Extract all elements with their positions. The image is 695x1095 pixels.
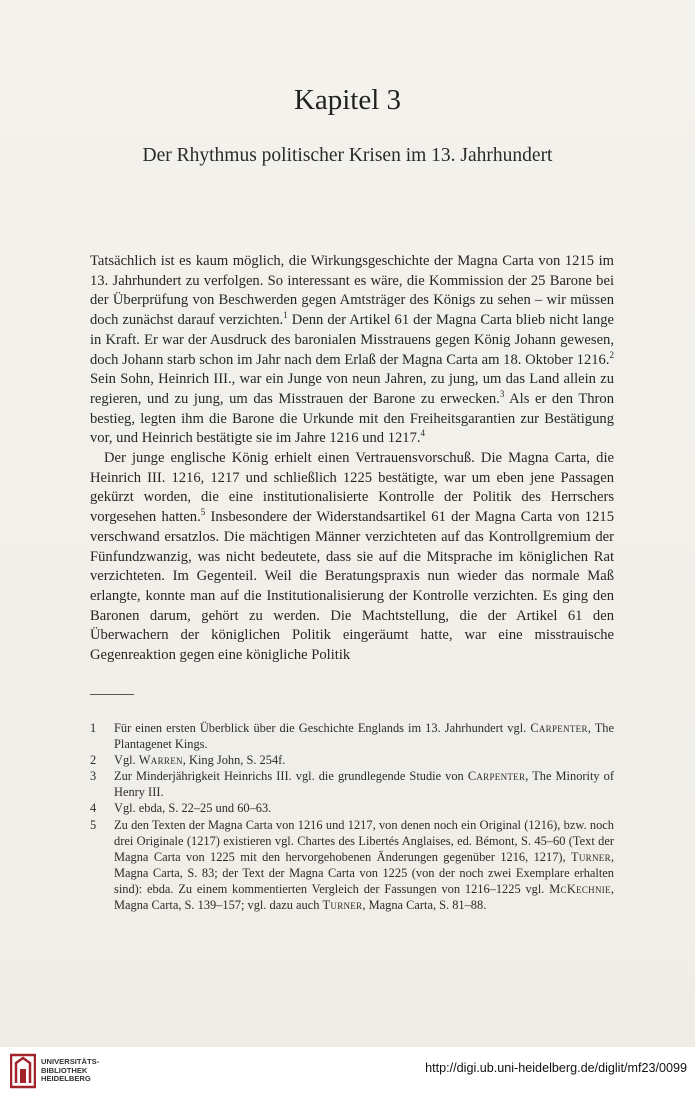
page-url[interactable]: http://digi.ub.uni-heidelberg.de/diglit/mf23/0099 <box>425 1061 687 1075</box>
footnote-number: 2 <box>90 753 97 768</box>
footnote-number: 3 <box>90 769 97 784</box>
text-run: Insbesondere der Widerstandsartikel 61 der Magna Carta von 1215 verschwand ersatzlos. Die mächtigen Männer verzichteten auf das Kontrollgremium der Fünfundzwanzig, was nicht bedeutete, dass sie auf die Mitsprache im königlichen Rat verzichteten. Im Gegenteil. Weil die Beratungspraxis nun wieder das normale Maß erlangte, konnte man auf die Institutionalisierung der Kontrolle verzichten. Es ging den Baronen darum, gehört zu werden. Die Machtstellung, die der Artikel 61 den Überwachern der königlichen Politik eingeräumt hatte, war eine misstrauische Gegenreaktion gegen eine königliche Politik <box>90 509 614 664</box>
text-run: Der junge englische König erhielt einen Vertrauensvorschuß. Die Magna Carta, die Heinrich III. 1216, 1217 und schließlich 1225 bestätigte, war um eben jene Passagen gekürzt worden, die eine institutionalisierte Kontrolle der Politik des Herrschers vorgesehen hatten. <box>90 450 614 526</box>
footnote-text: Vgl. Warren, King John, S. 254f. <box>114 753 286 768</box>
footnote-number: 1 <box>90 721 97 735</box>
paragraph-1 <box>90 252 614 449</box>
paragraph-2 <box>90 449 614 666</box>
text-run: Als er den Thron bestieg, legten ihm die Barone die Urkunde mit den Freiheitsgarantien zur Bestätigung vor, und Heinrich bestätigte sie im Jahre 1216 und 1217. <box>90 390 615 447</box>
footnote <box>90 752 614 768</box>
footnote <box>90 768 614 800</box>
body-text <box>90 252 614 666</box>
chapter-label: Kapitel 3 <box>293 84 402 116</box>
footnotes <box>90 720 614 913</box>
footnote-ref: 4 <box>420 428 426 439</box>
footnote <box>90 800 614 816</box>
footnote-text: Zur Minderjährigkeit Heinrichs III. vgl. die grundlegende Studie von Carpenter, The Minority of Henry III. <box>114 769 614 800</box>
footnote <box>90 720 614 752</box>
library-logo-icon <box>10 1053 36 1089</box>
footnote-ref: 5 <box>200 507 206 518</box>
footnote-ref: 2 <box>609 349 614 360</box>
footnote-text: Vgl. ebda, S. 22–25 und 60–63. <box>114 801 272 816</box>
footnote-divider <box>90 694 134 695</box>
footnote-text: Für einen ersten Überblick über die Geschichte Englands im 13. Jahrhundert vgl. Carpenter, The Plantagenet Kings. <box>114 721 614 752</box>
text-run: Tatsächlich ist es kaum möglich, die Wirkungsgeschichte der Magna Carta von 1215 im 13. Jahrhundert zu verfolgen. So interessant es wäre, die Kommission der 25 Barone bei der Überprüfung von Beschwerden gegen Amtsträger des Königs zu sehen – wir müssen doch zunächst darauf verzichten. <box>90 253 614 329</box>
footnote-number: 5 <box>90 817 97 832</box>
footnote-number: 4 <box>90 801 97 816</box>
footnote-text: Zu den Texten der Magna Carta von 1216 und 1217, von denen noch ein Original (1216), bzw. noch drei Originale (1217) existieren vgl. Chartes des Libertés Anglaises, ed. Bémont, S. 45–60 (Text der Magna Carta von 1225 mit den hervorgehobenen Änderungen gegenüber 1216, 1217), Turner, Magna Carta, S. 83; der Text der Magna Carta von 1225 (von der noch zwei Exemplare erhalten sind): ebda. Zu einem kommentierten Vergleich der Fassungen von 1216–1225 vgl. McKechnie, Magna Carta, S. 139–157; vgl. dazu auch Turner, Magna Carta, S. 81–88. <box>114 817 614 913</box>
logo-text: UNIVERSITÄTS- BIBLIOTHEK HEIDELBERG <box>41 1057 100 1084</box>
library-logo[interactable] <box>10 1053 99 1089</box>
footnote-ref: 3 <box>499 389 505 400</box>
viewer-footer <box>0 1047 695 1095</box>
chapter-title: Der Rhythmus politischer Krisen im 13. Jahrhundert <box>142 145 553 166</box>
footnote-ref: 1 <box>283 310 288 321</box>
text-run: Sein Sohn, Heinrich III., war ein Junge von neun Jahren, zu jung, um das Land allein zu regieren, und zu jung, um das Misstrauen der Barone zu erwecken. <box>90 371 614 407</box>
text-run: Denn der Artikel 61 der Magna Carta blieb nicht lange in Kraft. Er war der Ausdruck des baronialen Misstrauens gegen König Johann gewesen, doch Johann starb schon im Jahr nach dem Erlaß der Magna Carta am 18. Oktober 1216. <box>90 312 614 368</box>
footnote <box>90 817 614 914</box>
